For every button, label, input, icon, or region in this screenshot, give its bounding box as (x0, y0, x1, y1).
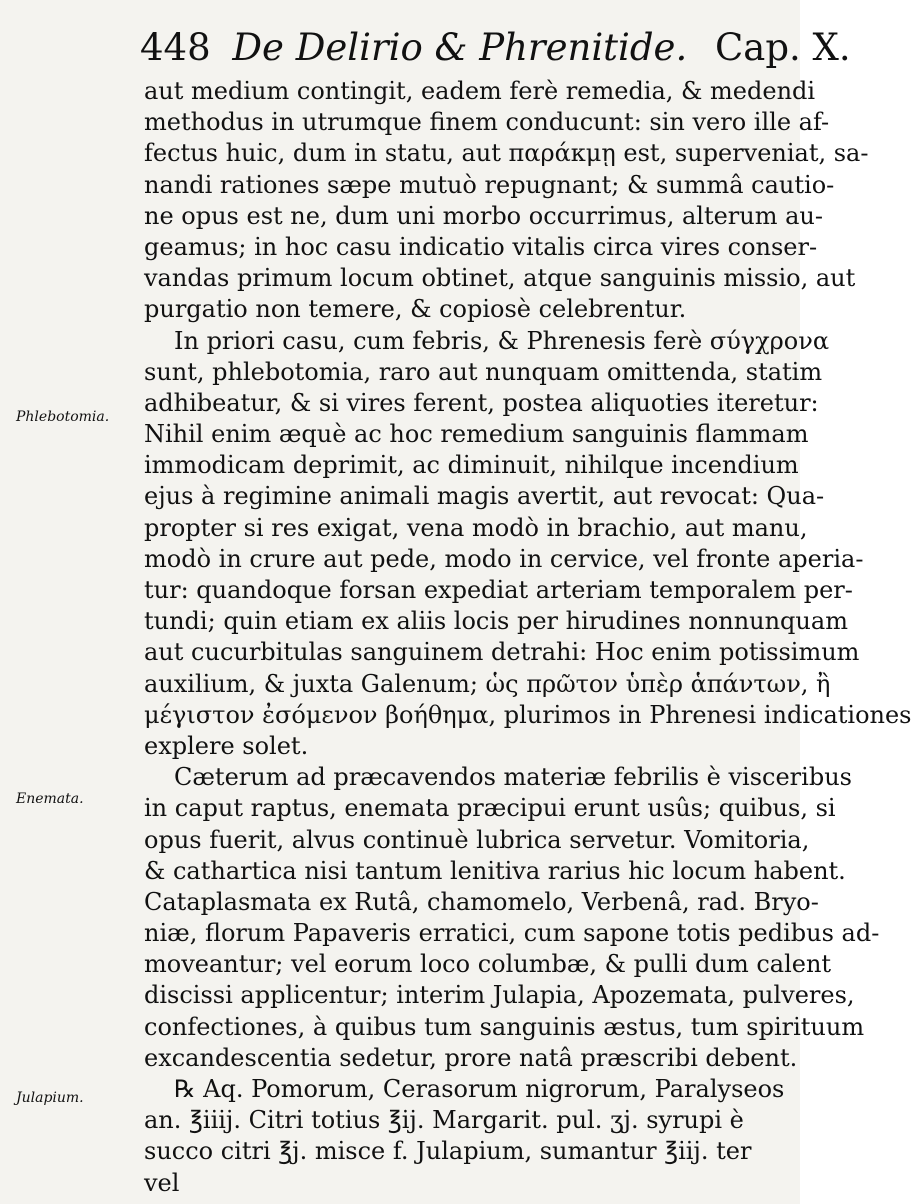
text-line: propter si res exigat, vena modò in brachio, aut manu, (144, 513, 808, 542)
text-line: geamus; in hoc casu indicatio vitalis circa vires conser- (144, 232, 818, 261)
text-line: ℞ Aq. Pomorum, Cerasorum nigrorum, Paralyseos (174, 1075, 785, 1103)
text-line: & cathartica nisi tantum lenitiva rarius hic locum habent. (144, 856, 846, 885)
body-text (144, 76, 912, 1199)
text-line: nandi rationes sæpe mutuò repugnant; & summâ cautio- (144, 170, 835, 199)
text-line: In priori casu, cum febris, & Phrenesis ferè σύγχρονα (174, 326, 830, 355)
text-line: moveantur; vel eorum loco columbæ, & pulli dum calent (144, 950, 832, 979)
text-line: auxilium, & juxta Galenum; ὡς πρῶτον ὑπὲρ ἁπάντων, ἢ (144, 669, 831, 698)
text-line: aut cucurbitulas sanguinem detrahi: Hoc enim potissimum (144, 638, 860, 667)
text-line: methodus in utrumque finem conducunt: sin vero ille af- (144, 108, 830, 137)
text-line: Cæterum ad præcavendos materiæ febrilis è visceribus (174, 763, 852, 792)
text-line: tur: quandoque forsan expediat arteriam temporalem per- (144, 576, 853, 604)
text-line: tundi; quin etiam ex aliis locis per hirudines nonnunquam (144, 607, 848, 636)
text-line: discissi applicentur; interim Julapia, Apozemata, pulveres, (144, 981, 855, 1010)
text-line: in caput raptus, enemata præcipui erunt usûs; quibus, si (144, 794, 836, 823)
text-line: μέγιστον ἐσόμενον βοήθημα, plurimos in Phrenesi indicationes (144, 700, 912, 729)
text-line: vel (144, 1168, 180, 1197)
text-line: confectiones, à quibus tum sanguinis æstus, tum spirituum (144, 1012, 865, 1041)
running-title: De Delirio & Phrenitide. (232, 26, 688, 69)
text-line: excandescentia sedetur, prore natâ præscribi debent. (144, 1043, 798, 1072)
text-line: aut medium contingit, eadem ferè remedia, & medendi (144, 77, 816, 105)
text-line: adhibeatur, & si vires ferent, postea aliquoties iteretur: (144, 388, 819, 417)
text-line: Nihil enim æquè ac hoc remedium sanguinis flammam (144, 420, 809, 449)
text-line: immodicam deprimit, ac diminuit, nihilque incendium (144, 451, 799, 480)
text-line: modò in crure aut pede, modo in cervice, vel fronte aperia- (144, 544, 864, 573)
text-line: vandas primum locum obtinet, atque sanguinis missio, aut (144, 264, 856, 293)
margin-note-enemata: Enemata. (16, 791, 84, 807)
margin-note-phlebotomia: Phlebotomia. (16, 409, 110, 425)
running-header (140, 18, 851, 78)
text-line: Cataplasmata ex Rutâ, chamomelo, Verbenâ, rad. Bryo- (144, 887, 819, 916)
text-line: an. ℥iiij. Citri totius ℥ij. Margarit. pul. ʒj. syrupi è (144, 1106, 744, 1135)
text-line: explere solet. (144, 731, 309, 760)
page-number: 448 (140, 26, 211, 69)
text-line: ejus à regimine animali magis avertit, aut revocat: Qua- (144, 482, 825, 511)
text-line: fectus huic, dum in statu, aut παράκμῃ est, superveniat, sa- (144, 139, 869, 168)
margin-note-julapium: Julapium. (16, 1090, 84, 1106)
text-line: purgatio non temere, & copiosè celebrentur. (144, 295, 687, 324)
text-line: niæ, florum Papaveris erratici, cum sapone totis pedibus ad- (144, 919, 880, 948)
text-line: sunt, phlebotomia, raro aut nunquam omittenda, statim (144, 357, 823, 386)
text-line: ne opus est ne, dum uni morbo occurrimus, alterum au- (144, 201, 823, 230)
text-line: opus fuerit, alvus continuè lubrica servetur. Vomitoria, (144, 825, 810, 854)
text-line: succo citri ℥j. misce f. Julapium, sumantur ℥iij. ter (144, 1137, 752, 1166)
chapter-label: Cap. X. (714, 26, 851, 69)
